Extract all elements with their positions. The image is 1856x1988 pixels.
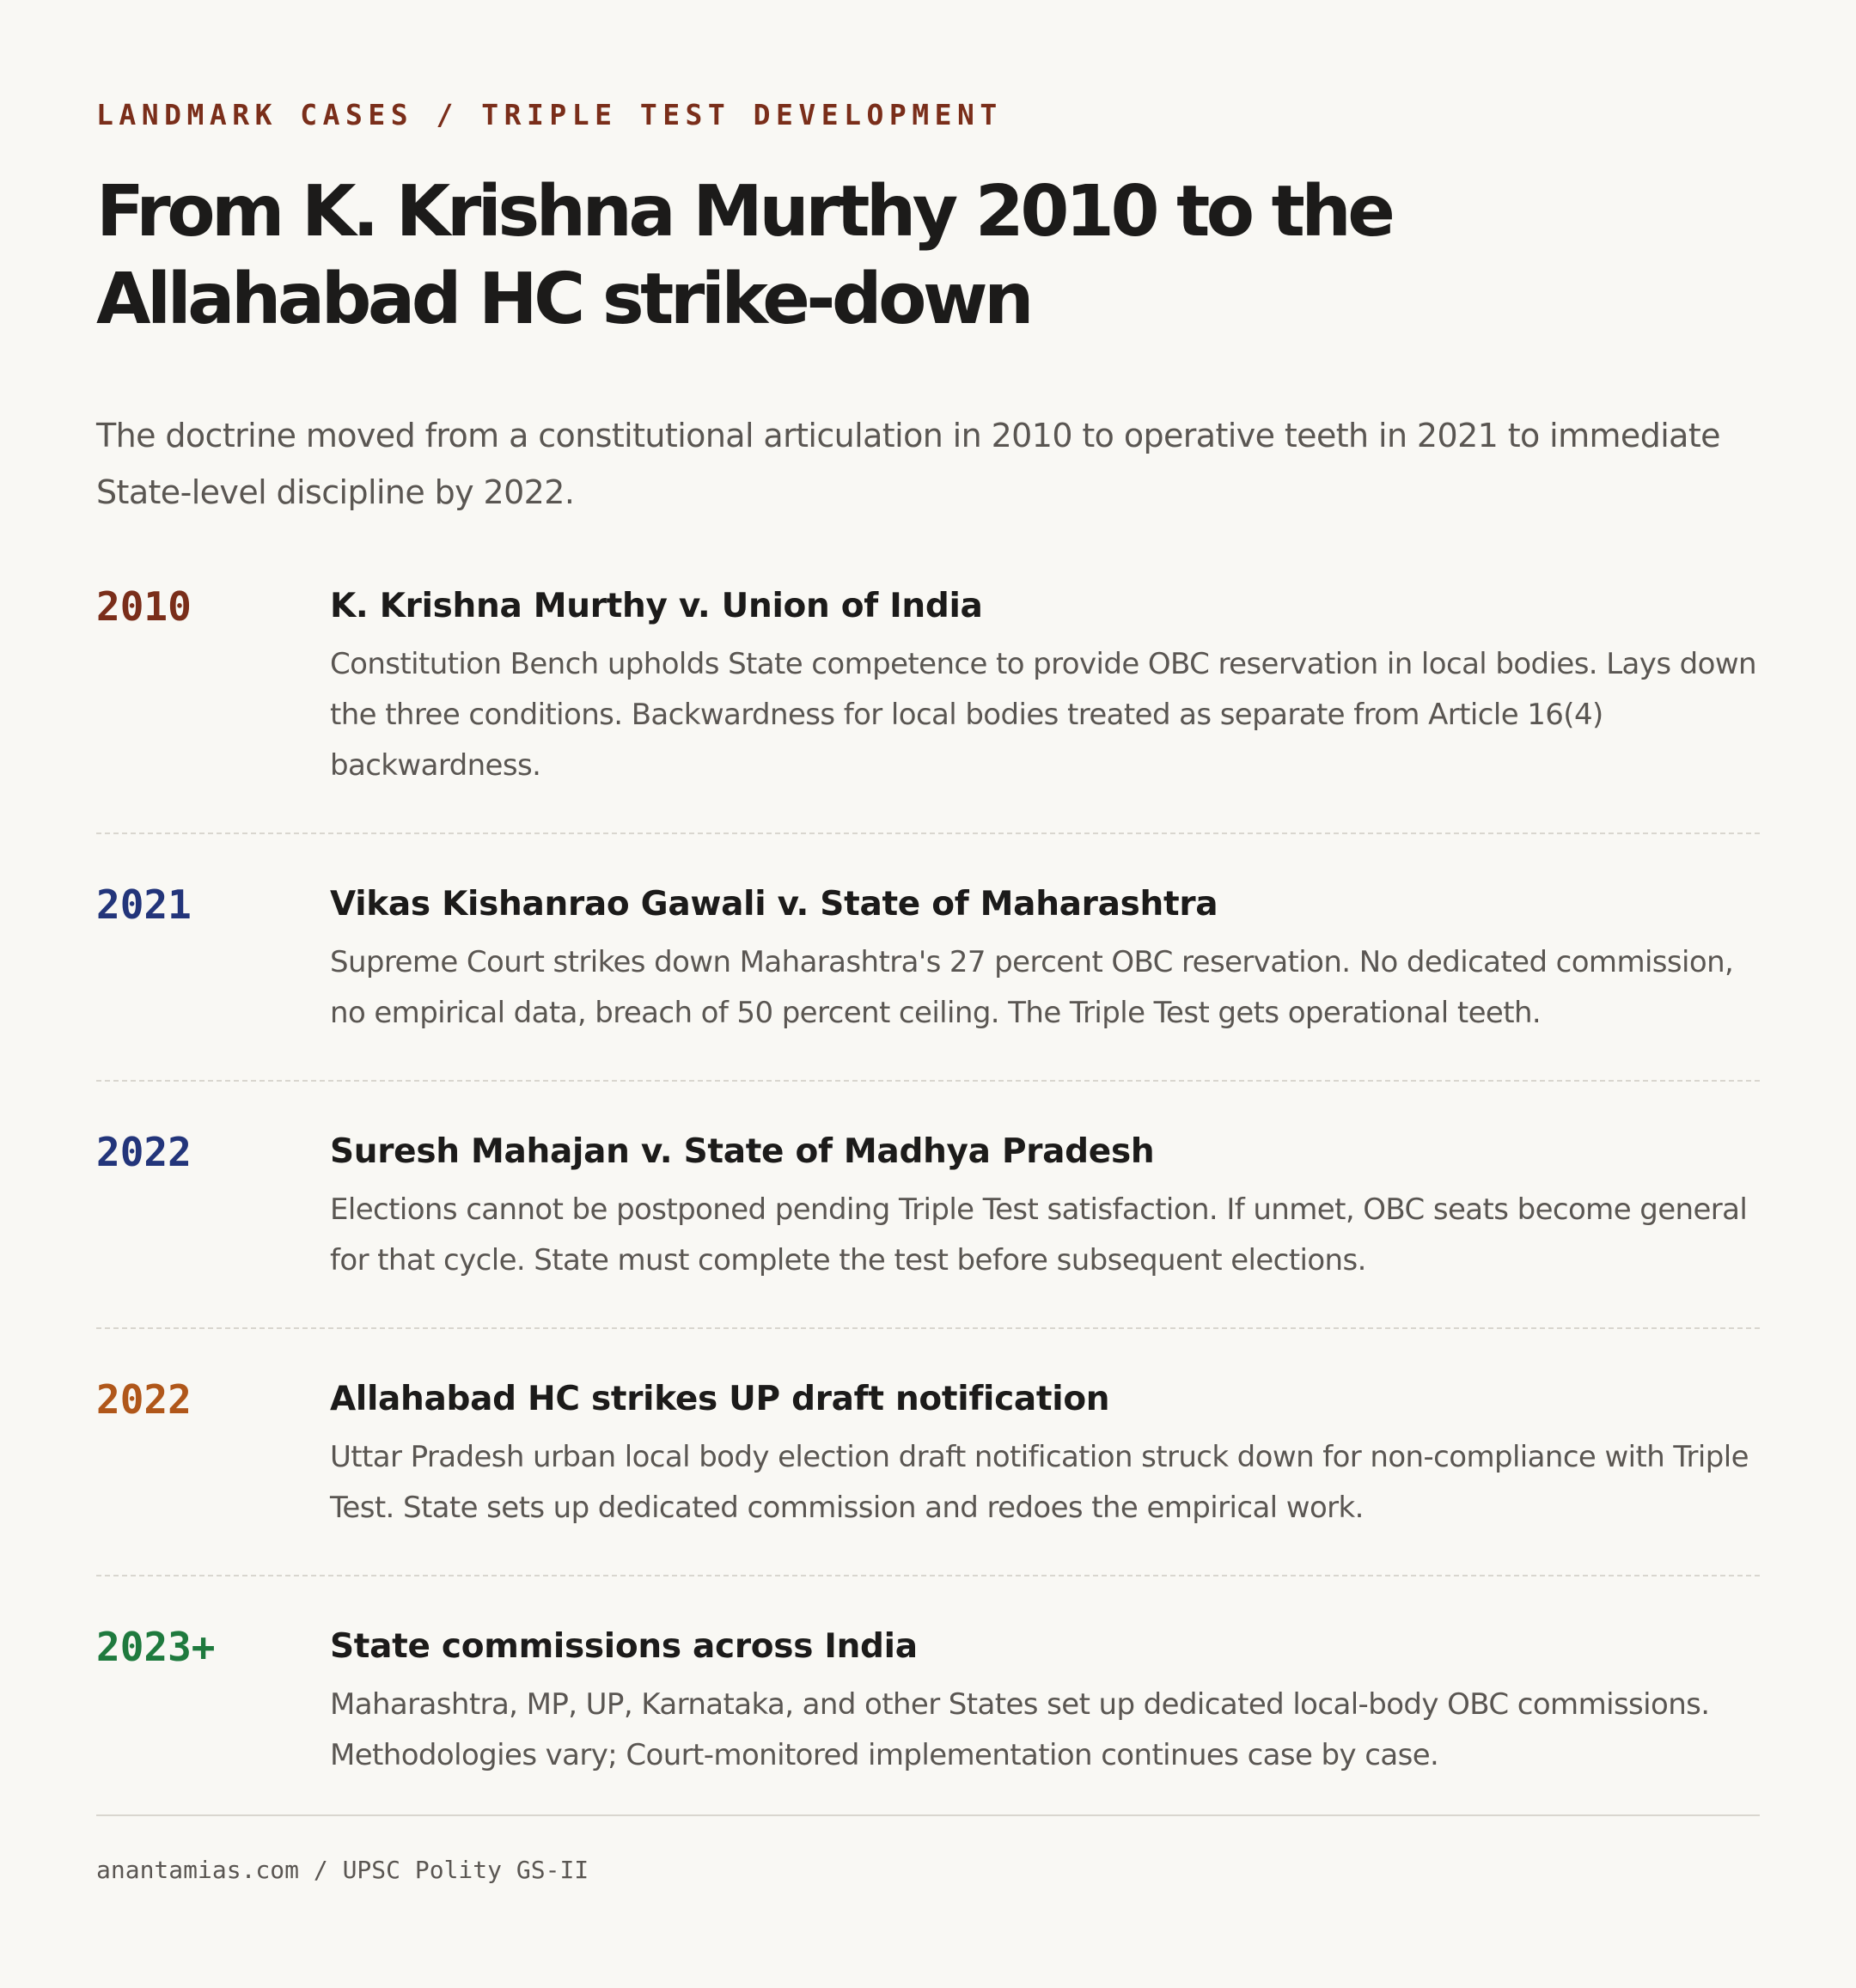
footer-credit: anantamias.com / UPSC Polity GS-II xyxy=(96,1856,589,1884)
timeline-year: 2021 xyxy=(96,881,192,928)
case-description: Supreme Court strikes down Maharashtra's 27 percent OBC reservation. No dedicated commission, no empirical data, breach of 50 percent ceiling. The Triple Test gets operational teeth. xyxy=(330,945,1734,1030)
timeline-content xyxy=(330,1126,1760,1286)
timeline-entry xyxy=(96,581,1760,834)
timeline-entry xyxy=(96,879,1760,1082)
timeline-content xyxy=(330,879,1760,1039)
timeline-year: 2010 xyxy=(96,583,192,630)
case-description: Maharashtra, MP, UP, Karnataka, and other States set up dedicated local-body OBC commissions. Methodologies vary; Court-monitored implementation continues case by case. xyxy=(330,1687,1710,1772)
timeline-content xyxy=(330,1374,1760,1534)
case-description: Constitution Bench upholds State competence to provide OBC reservation in local bodies. Lays down the three conditions. Backwardness for local bodies treated as separate from Article 16(4) backwardness. xyxy=(330,647,1756,783)
footer-divider xyxy=(96,1814,1760,1816)
timeline-entry xyxy=(96,1621,1760,1822)
case-title: Allahabad HC strikes UP draft notification xyxy=(330,1380,1110,1418)
page-lede: The doctrine moved from a constitutional articulation in 2010 to operative teeth in 2021 to immediate State-level discipline by 2022. xyxy=(96,417,1720,511)
section-eyebrow: LANDMARK CASES / TRIPLE TEST DEVELOPMENT xyxy=(96,98,1003,131)
case-description: Uttar Pradesh urban local body election draft notification struck down for non-compliance with Triple Test. State sets up dedicated commission and redoes the empirical work. xyxy=(330,1440,1749,1525)
case-title: Vikas Kishanrao Gawali v. State of Maharashtra xyxy=(330,885,1218,924)
case-description: Elections cannot be postponed pending Triple Test satisfaction. If unmet, OBC seats become general for that cycle. State must complete the test before subsequent elections. xyxy=(330,1192,1748,1278)
timeline-content xyxy=(330,1621,1760,1781)
timeline-entry xyxy=(96,1126,1760,1329)
timeline-year: 2022 xyxy=(96,1376,192,1423)
case-title: State commissions across India xyxy=(330,1627,918,1666)
timeline-content xyxy=(330,581,1760,791)
timeline-year: 2023+ xyxy=(96,1624,216,1670)
timeline-entry xyxy=(96,1374,1760,1576)
case-title: K. Krishna Murthy v. Union of India xyxy=(330,587,983,625)
page-title: From K. Krishna Murthy 2010 to the Allahabad HC strike-down xyxy=(96,171,1392,340)
timeline-year: 2022 xyxy=(96,1129,192,1175)
case-title: Suresh Mahajan v. State of Madhya Pradesh xyxy=(330,1132,1155,1171)
timeline xyxy=(96,581,1760,1822)
